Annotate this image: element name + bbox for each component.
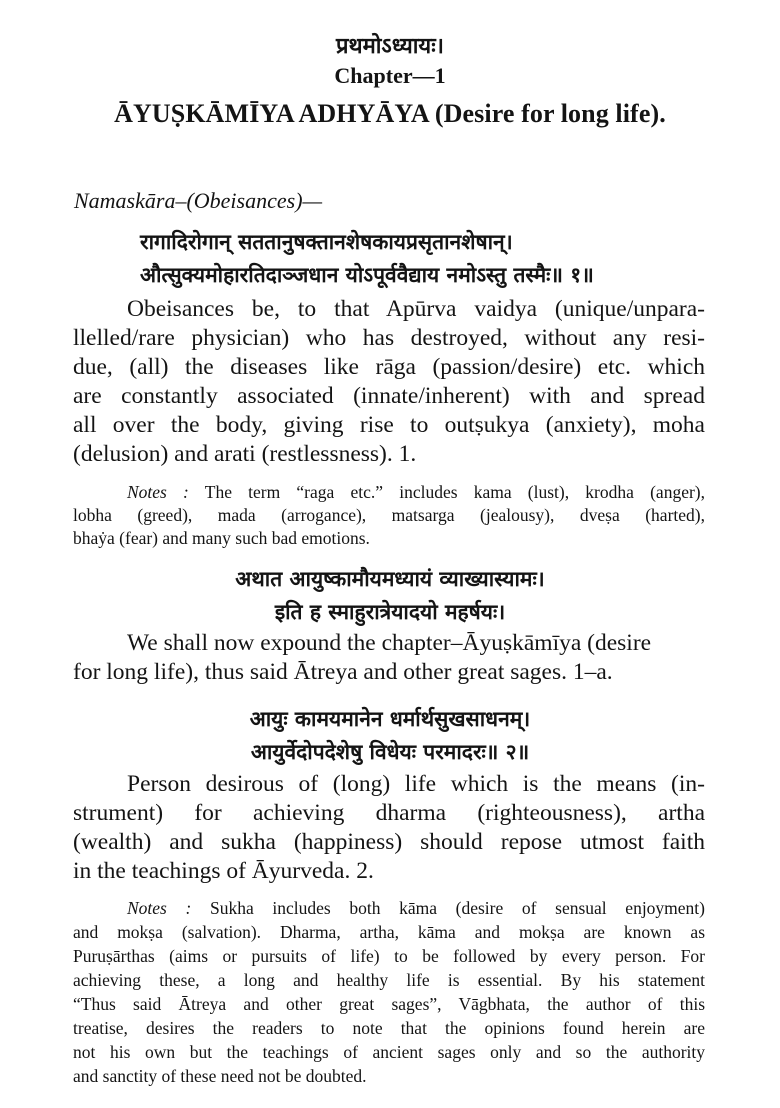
verse2-notes-line-2: and mokṣa (salvation). Dharma, artha, kāma and mokṣa are known as — [73, 922, 705, 942]
verse2-notes-line-8: and sanctity of these need not be doubted. — [73, 1066, 367, 1086]
verse1a-sanskrit-line-1: अथात आयुष्कामौयमध्यायं व्याख्यास्यामः। — [235, 567, 545, 591]
verse2-translation-line-2: strument) for achieving dharma (righteousness), artha — [73, 800, 705, 826]
verse1-notes-line-2: lobha (greed), mada (arrogance), matsarga (jealousy), dveṣa (harted), — [73, 505, 705, 525]
verse2-translation-line-4: in the teachings of Āyurveda. 2. — [73, 858, 374, 884]
verse2-notes-line-5: “Thus said Ātreya and other great sages”, Vāgbhata, the author of this — [73, 994, 705, 1014]
verse1a-translation-line-2: for long life), thus said Ātreya and other great sages. 1–a. — [73, 659, 613, 685]
verse2-notes-line-7: not his own but the teachings of ancient sages only and so the authority — [73, 1042, 705, 1062]
verse1-notes-line-3: bhaẏa (fear) and many such bad emotions. — [73, 528, 370, 548]
verse1a-sanskrit-line-2: इति ह स्माहुरात्रेयादयो महर्षयः। — [274, 600, 506, 624]
verse2-notes-line-4: achieving these, a long and healthy life is essential. By his statement — [73, 970, 705, 990]
verse2-notes-line-3: Puruṣārthas (aims or pursuits of life) to be followed by every person. For — [73, 946, 705, 966]
sanskrit-chapter-title: प्रथमोऽध्यायः। — [336, 34, 444, 59]
verse1-translation-line-4: are constantly associated (innate/inherent) with and spread — [73, 383, 705, 409]
verse1-translation-line-3: due, (all) the diseases like rāga (passion/desire) etc. which — [73, 354, 705, 380]
verse2-sanskrit-line-1: आयुः कामयमानेन धर्मार्थसुखसाधनम्। — [249, 707, 531, 731]
verse2-notes-line-6: treatise, desires the readers to note that the opinions found herein are — [73, 1018, 705, 1038]
verse1-translation-line-6: (delusion) and arati (restlessness). 1. — [73, 441, 417, 467]
verse1-sanskrit-line-2: औत्सुक्यमोहारतिदाञ्जधान योऽपूर्ववैद्याय नमोऽस्तु तस्मैः॥ १॥ — [140, 263, 594, 287]
verse1-translation-line-1: Obeisances be, to that Apūrva vaidya (unique/unpara- — [127, 296, 705, 322]
notes-label: Notes : — [127, 898, 192, 918]
verse1a-translation-line-1: We shall now expound the chapter–Āyuṣkāmīya (desire — [127, 630, 652, 656]
verse2-translation-line-1: Person desirous of (long) life which is the means (in- — [127, 771, 705, 797]
verse2-sanskrit-line-2: आयुर्वेदोपदेशेषु विधेयः परमादरः॥ २॥ — [250, 740, 530, 764]
verse1-translation-line-2: llelled/rare physician) who has destroyed, without any resi- — [73, 325, 705, 351]
verse1-notes-line-1: Notes : The term “raga etc.” includes kama (lust), krodha (anger), — [127, 482, 705, 502]
notes-label: Notes : — [127, 482, 189, 502]
verse2-translation-line-3: (wealth) and sukha (happiness) should repose utmost faith — [73, 829, 705, 855]
verse1-sanskrit-line-1: रागादिरोगान् सततानुषक्तानशेषकायप्रसृतानशेषान्। — [140, 230, 513, 254]
verse1-translation-line-5: all over the body, giving rise to outṣukya (anxiety), moha — [73, 412, 705, 438]
chapter-title: ĀYUṢKĀMĪYA ADHYĀYA (Desire for long life). — [114, 99, 666, 128]
chapter-label: Chapter—1 — [334, 63, 446, 88]
verse2-notes-line-1: Notes : Sukha includes both kāma (desire of sensual enjoyment) — [127, 898, 705, 918]
section-heading: Namaskāra–(Obeisances)— — [74, 188, 323, 213]
